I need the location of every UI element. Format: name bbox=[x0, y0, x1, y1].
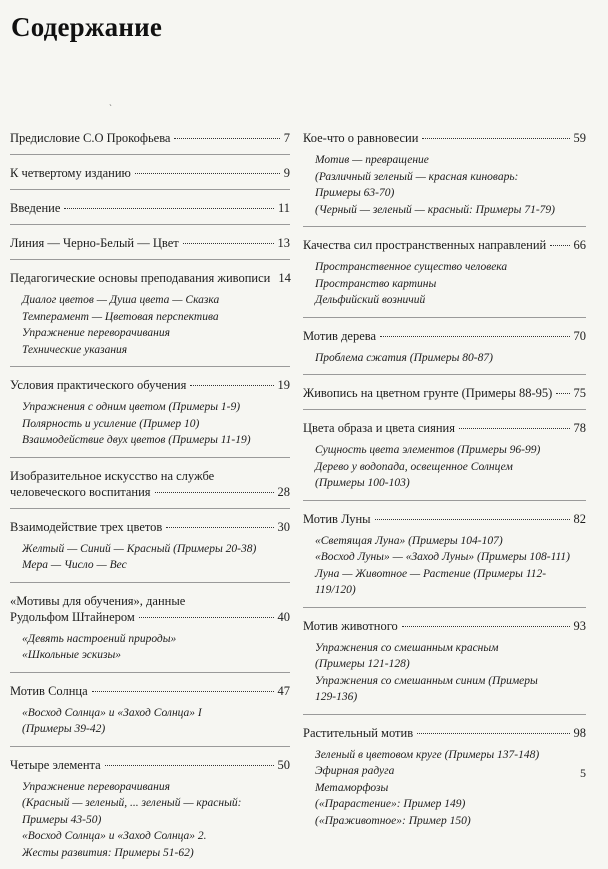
page-title: Содержание bbox=[11, 12, 163, 42]
toc-subentries bbox=[10, 631, 290, 664]
toc-subentry: (Примеры 39-42) bbox=[22, 723, 106, 735]
toc-right-column bbox=[303, 130, 586, 837]
toc-entry bbox=[10, 235, 290, 251]
entry-divider bbox=[10, 508, 290, 509]
toc-entry-page: 82 bbox=[573, 511, 586, 526]
toc-entry-head bbox=[10, 484, 290, 500]
toc-subentry: (Черный — зеленый — красный: Примеры 71-79) bbox=[315, 203, 556, 216]
toc-subentry: Сущность цвета элементов (Примеры 96-99) bbox=[315, 444, 541, 456]
toc-entry-title: Цвета образа и цвета сияния bbox=[303, 421, 455, 435]
toc-subentry: Метаморфозы bbox=[315, 781, 389, 794]
toc-subentry: «Светящая Луна» (Примеры 104-107) bbox=[315, 534, 503, 547]
entry-divider bbox=[303, 607, 586, 608]
dot-leader bbox=[105, 765, 274, 766]
toc-entry-title: Мотив Луны bbox=[303, 511, 371, 526]
entry-divider bbox=[303, 226, 586, 227]
toc-entry-title-line: Изобразительное искусство на службе bbox=[10, 468, 215, 483]
toc-entry-title: К четвертому изданию bbox=[10, 166, 131, 180]
dot-leader bbox=[92, 691, 274, 692]
toc-entry-page: 28 bbox=[277, 484, 290, 499]
entry-divider bbox=[303, 714, 586, 715]
entry-divider bbox=[10, 224, 290, 225]
toc-subentry: Упражнения со смешанным синим (Примеры bbox=[315, 674, 538, 687]
dot-leader bbox=[375, 519, 570, 520]
toc-subentry: Пространство картины bbox=[315, 277, 437, 290]
toc-entry-head bbox=[10, 200, 290, 216]
toc-subentry: «Восход Солнца» и «Заход Солнца» I bbox=[22, 706, 202, 719]
dot-leader bbox=[402, 626, 570, 627]
toc-entry bbox=[10, 519, 290, 574]
toc-entry-page: 19 bbox=[277, 378, 290, 392]
entry-divider bbox=[303, 500, 586, 501]
toc-subentry: Луна — Животное — Растение (Примеры 112- bbox=[315, 567, 547, 580]
toc-left-column bbox=[10, 130, 290, 869]
toc-subentry: Технические указания bbox=[22, 343, 128, 356]
toc-entry bbox=[10, 468, 290, 500]
toc-entry bbox=[10, 165, 290, 181]
dot-leader bbox=[64, 208, 274, 209]
toc-entry bbox=[303, 511, 586, 599]
entry-divider bbox=[10, 457, 290, 458]
toc-subentry: «Девять настроений природы» bbox=[22, 632, 177, 645]
entry-divider bbox=[303, 409, 586, 410]
toc-entry-page: 13 bbox=[277, 236, 290, 250]
toc-entry-page: 30 bbox=[277, 519, 290, 534]
toc-subentries bbox=[10, 541, 290, 574]
toc-entry-page: 7 bbox=[283, 131, 290, 145]
toc-entry-head bbox=[10, 130, 290, 146]
toc-subentry: Диалог цветов — Душа цвета — Сказка bbox=[22, 294, 220, 306]
toc-entry-head bbox=[10, 519, 290, 535]
toc-entry-title: Введение bbox=[10, 201, 61, 215]
toc-entry-page: 78 bbox=[573, 421, 586, 435]
toc-subentry: Проблема сжатия (Примеры 80-87) bbox=[315, 351, 493, 364]
toc-subentries bbox=[10, 779, 290, 862]
entry-divider bbox=[10, 672, 290, 673]
toc-entry bbox=[303, 618, 586, 706]
entry-divider bbox=[303, 374, 586, 375]
entry-divider bbox=[10, 259, 290, 260]
toc-entry-title: Живопись на цветном грунте (Примеры 88-95) bbox=[303, 386, 553, 400]
dot-leader bbox=[550, 245, 569, 246]
toc-subentry: Зеленый в цветовом круге (Примеры 137-148) bbox=[315, 748, 540, 761]
toc-entry-head bbox=[303, 511, 586, 527]
dot-leader bbox=[190, 385, 273, 386]
dot-leader bbox=[556, 393, 569, 394]
toc-entry-title: Мотив Солнца bbox=[10, 683, 88, 698]
toc-entry bbox=[303, 328, 586, 367]
toc-subentry: 129-136) bbox=[315, 691, 358, 703]
toc-subentry: Жесты развития: Примеры 51-62) bbox=[22, 846, 194, 859]
toc-subentry: Пространственное существо человека bbox=[315, 261, 508, 273]
toc-entry-page: 47 bbox=[277, 683, 290, 698]
toc-entry-head bbox=[10, 683, 290, 699]
dot-leader bbox=[139, 617, 274, 618]
toc-entry-title: Рудольфом Штайнером bbox=[10, 609, 135, 624]
toc-subentry: («Прарастение»: Пример 149) bbox=[315, 798, 466, 810]
entry-divider bbox=[10, 189, 290, 190]
dot-leader bbox=[459, 428, 570, 429]
toc-entry-head bbox=[10, 235, 290, 251]
toc-entry bbox=[10, 757, 290, 862]
toc-entry-title: Предисловие С.О Прокофьева bbox=[10, 131, 171, 145]
dot-leader bbox=[174, 138, 279, 139]
toc-subentry: Примеры 63-70) bbox=[315, 187, 395, 199]
toc-subentry: Дельфийский возничий bbox=[315, 294, 426, 306]
entry-divider bbox=[10, 366, 290, 367]
toc-entry bbox=[303, 725, 586, 830]
toc-entry bbox=[303, 420, 586, 492]
toc-entry-head bbox=[303, 385, 586, 401]
toc-subentry: (Красный — зеленый, ... зеленый — красный: bbox=[22, 797, 242, 809]
toc-subentry: (Примеры 121-128) bbox=[315, 658, 410, 670]
toc-entry-title: Линия — Черно-Белый — Цвет bbox=[10, 236, 179, 250]
toc-subentry: Упражнение переворачивания bbox=[22, 327, 170, 339]
toc-entry bbox=[10, 200, 290, 216]
toc-subentries bbox=[303, 533, 586, 599]
stray-mark: ˋ bbox=[109, 103, 112, 113]
toc-entry-title: Четыре элемента bbox=[10, 757, 101, 772]
toc-entry-title: человеческого воспитания bbox=[10, 484, 151, 499]
toc-entry-page: 9 bbox=[283, 166, 290, 180]
toc-entry-page: 40 bbox=[277, 609, 290, 624]
dot-leader bbox=[380, 336, 569, 337]
entry-divider bbox=[10, 746, 290, 747]
entry-divider bbox=[303, 317, 586, 318]
toc-entry-head bbox=[10, 609, 290, 625]
dot-leader bbox=[135, 173, 280, 174]
toc-entry-head bbox=[303, 725, 586, 741]
toc-subentries bbox=[303, 152, 586, 218]
toc-entry-page: 66 bbox=[573, 238, 586, 252]
toc-subentries bbox=[303, 259, 586, 309]
toc-entry-head bbox=[303, 618, 586, 634]
toc-entry-page: 50 bbox=[277, 757, 290, 772]
toc-subentries bbox=[303, 350, 586, 367]
toc-subentry: Темперамент — Цветовая перспектива bbox=[22, 310, 219, 323]
toc-entry-head bbox=[303, 237, 586, 253]
toc-entry-head bbox=[303, 420, 586, 436]
toc-entry bbox=[303, 385, 586, 401]
toc-subentries bbox=[303, 442, 586, 492]
dot-leader bbox=[417, 733, 569, 734]
toc-subentry: Полярность и усиление (Пример 10) bbox=[22, 417, 200, 430]
toc-entry-head bbox=[10, 757, 290, 773]
toc-entry bbox=[10, 130, 290, 146]
toc-entry-head bbox=[10, 165, 290, 181]
dot-leader bbox=[183, 243, 274, 244]
toc-subentry: Мера — Число — Вес bbox=[22, 559, 127, 571]
toc-entry-title: Кое-что о равновесии bbox=[303, 131, 419, 145]
toc-subentries bbox=[303, 640, 586, 706]
toc-subentry: («Праживотное»: Пример 150) bbox=[315, 814, 471, 827]
toc-entry-head bbox=[303, 328, 586, 344]
toc-entry-page: 11 bbox=[277, 201, 290, 215]
toc-entry bbox=[303, 130, 586, 218]
toc-entry-title: Взаимодействие трех цветов bbox=[10, 519, 163, 534]
toc-entry bbox=[10, 377, 290, 449]
toc-subentry: Взаимодействие двух цветов (Примеры 11-19) bbox=[22, 434, 251, 446]
entry-divider bbox=[10, 154, 290, 155]
toc-subentries bbox=[10, 705, 290, 738]
toc-subentry: 119/120) bbox=[315, 584, 356, 596]
toc-entry-page: 98 bbox=[573, 725, 586, 740]
toc-subentry: Мотив — превращение bbox=[315, 154, 429, 166]
toc-subentry: Упражнения со смешанным красным bbox=[315, 641, 499, 654]
toc-entry-title: Мотив животного bbox=[303, 618, 398, 633]
toc-subentry: Эфирная радуга bbox=[315, 765, 395, 777]
toc-entry-title-line: «Мотивы для обучения», данные bbox=[10, 593, 186, 608]
toc-entry bbox=[10, 683, 290, 738]
toc-entry-head bbox=[303, 130, 586, 146]
toc-entry-page: 93 bbox=[573, 618, 586, 633]
toc-entry-page: 70 bbox=[573, 328, 586, 343]
toc-entry-title: Растительный мотив bbox=[303, 725, 414, 740]
dot-leader bbox=[155, 492, 274, 493]
toc-entry-page: 59 bbox=[573, 131, 586, 145]
entry-divider bbox=[10, 582, 290, 583]
toc-entry-title: Педагогические основы преподавания живописи bbox=[10, 271, 271, 285]
toc-subentries bbox=[10, 292, 290, 358]
toc-entry-title: Качества сил пространственных направлений bbox=[303, 238, 547, 252]
toc-subentry: «Восход Луны» — «Заход Луны» (Примеры 108-111) bbox=[315, 551, 570, 563]
toc-subentry: Желтый — Синий — Красный (Примеры 20-38) bbox=[22, 542, 257, 555]
toc-subentry: Упражнения с одним цветом (Примеры 1-9) bbox=[22, 401, 241, 413]
toc-subentries bbox=[10, 399, 290, 449]
toc-subentry: «Восход Солнца» и «Заход Солнца» 2. bbox=[22, 830, 207, 842]
toc-entry bbox=[10, 270, 290, 358]
toc-subentry: (Различный зеленый — красная киноварь: bbox=[315, 170, 519, 183]
dot-leader bbox=[422, 138, 569, 139]
toc-subentry: (Примеры 100-103) bbox=[315, 477, 410, 489]
toc-subentry: Упражнение переворачивания bbox=[22, 780, 170, 793]
toc-subentries bbox=[303, 747, 586, 830]
toc-entry-page: 75 bbox=[573, 386, 586, 400]
dot-leader bbox=[166, 527, 273, 528]
toc-entry-page: 14 bbox=[278, 271, 291, 285]
toc-entry bbox=[10, 593, 290, 664]
toc-entry bbox=[303, 237, 586, 309]
toc-entry-head bbox=[10, 270, 290, 286]
toc-subentry: Дерево у водопада, освещенное Солнцем bbox=[315, 460, 513, 473]
toc-entry-title: Мотив дерева bbox=[303, 328, 377, 343]
toc-subentry: Примеры 43-50) bbox=[22, 813, 102, 826]
page-number: 5 bbox=[580, 766, 586, 780]
toc-entry-head bbox=[10, 377, 290, 393]
toc-subentry: «Школьные эскизы» bbox=[22, 649, 122, 661]
toc-entry-title: Условия практического обучения bbox=[10, 378, 187, 392]
